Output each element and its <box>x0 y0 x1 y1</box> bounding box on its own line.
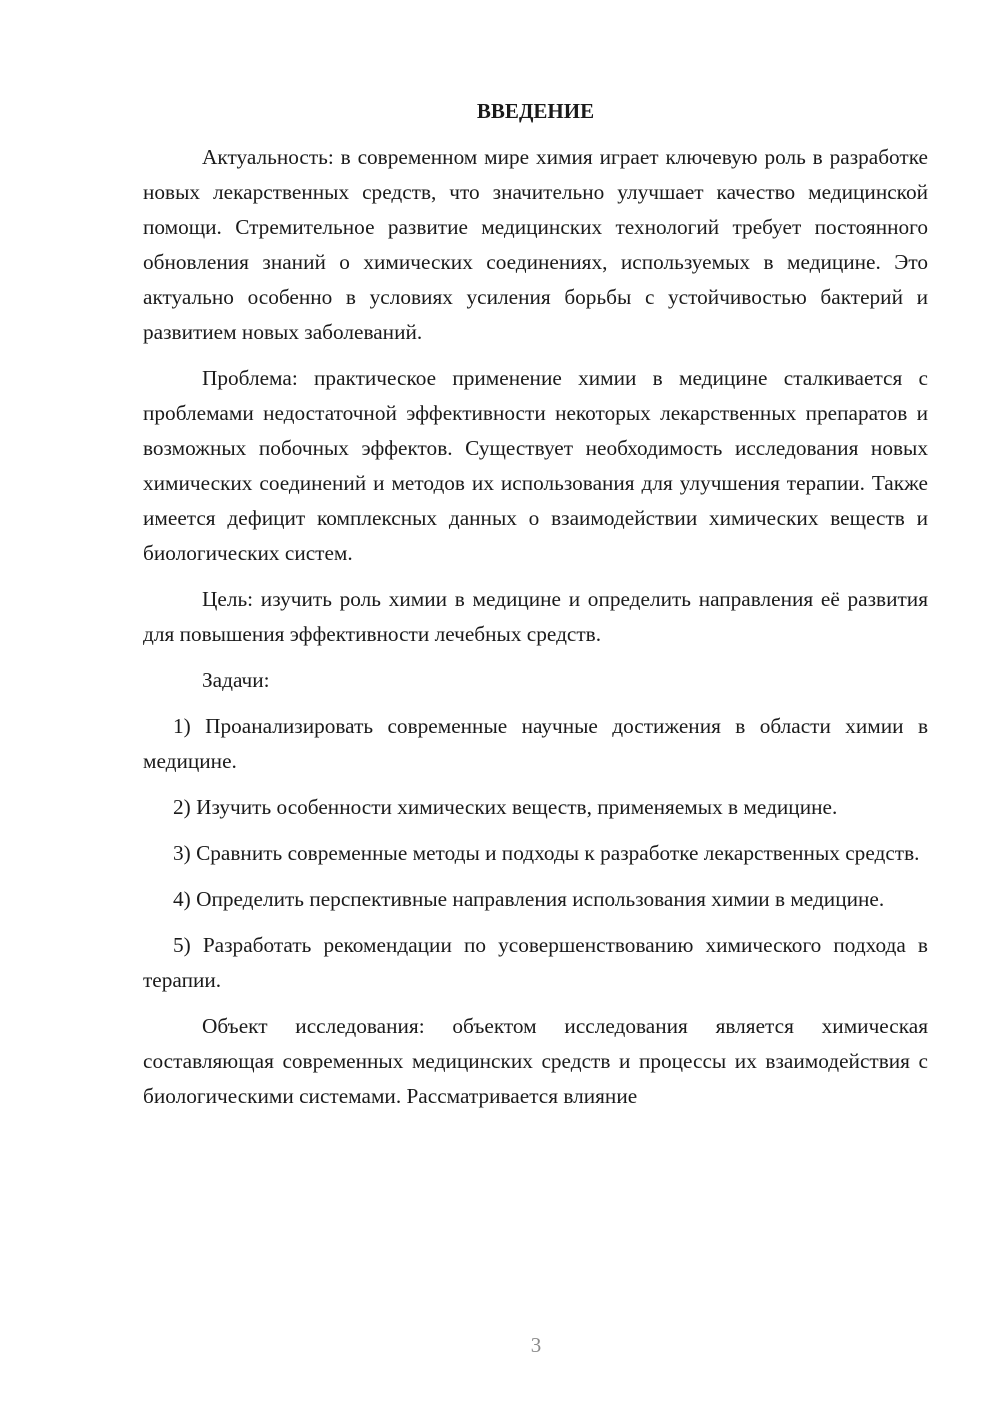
task-item: 2) Изучить особенности химических веществ, применяемых в медицине. <box>173 795 838 819</box>
task-item: 5) Разработать рекомендации по усовершенствованию химического подхода в терапии. <box>143 933 928 992</box>
goal-paragraph: Цель: изучить роль химии в медицине и определить направления её развития для повышения эффективности лечебных средств. <box>143 587 928 646</box>
page-number: 3 <box>530 1333 542 1357</box>
relevance-paragraph: Актуальность: в современном мире химия играет ключевую роль в разработке новых лекарственных средств, что значительно улучшает качество медицинской помощи. Стремительное развитие медицинских технологий требует постоянного обновления знаний о химических соединениях, используемых в медицине. Это актуально особенно в условиях усиления борьбы с устойчивостью бактерий и развитием новых заболеваний. <box>143 145 928 344</box>
problem-paragraph: Проблема: практическое применение химии в медицине сталкивается с проблемами недостаточной эффективности некоторых лекарственных препаратов и возможных побочных эффектов. Существует необходимость исследования новых химических соединений и методов их использования для улучшения терапии. Также имеется дефицит комплексных данных о взаимодействии химических веществ и биологических систем. <box>143 366 928 565</box>
object-paragraph: Объект исследования: объектом исследования является химическая составляющая современных медицинских средств и процессы их взаимодействия с биологическими системами. Рассматривается влияние <box>143 1014 928 1108</box>
task-item: 4) Определить перспективные направления использования химии в медицине. <box>173 887 885 911</box>
task-item: 1) Проанализировать современные научные достижения в области химии в медицине. <box>143 714 928 773</box>
document-page <box>143 96 928 1125</box>
page-title: ВВЕДЕНИЕ <box>476 99 595 123</box>
tasks-heading: Задачи: <box>202 668 270 692</box>
task-item: 3) Сравнить современные методы и подходы к разработке лекарственных средств. <box>173 841 920 865</box>
